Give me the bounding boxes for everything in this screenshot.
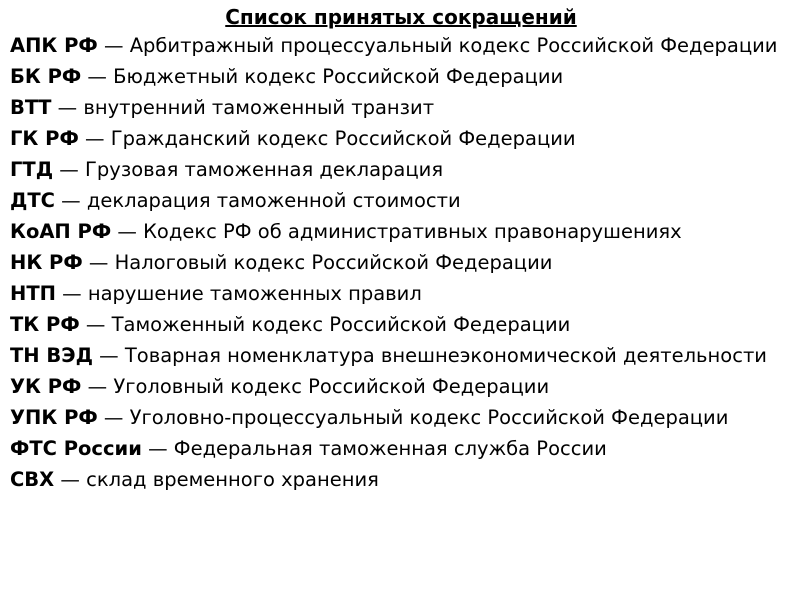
definition: Федеральная таможенная служба России <box>173 437 607 460</box>
list-item <box>10 437 792 461</box>
abbreviation: ФТС России <box>10 437 142 460</box>
dash: — <box>53 158 86 181</box>
dash: — <box>54 189 87 212</box>
list-item <box>10 375 792 399</box>
list-item <box>10 127 792 151</box>
definition: Кодекс РФ об административных правонарушениях <box>143 220 682 243</box>
definition: Налоговый кодекс Российской Федерации <box>114 251 553 274</box>
abbreviation: БК РФ <box>10 65 82 88</box>
definition: Бюджетный кодекс Российской Федерации <box>113 65 564 88</box>
definition: Таможенный кодекс Российской Федерации <box>111 313 571 336</box>
abbreviation: УК РФ <box>10 375 82 398</box>
dash: — <box>97 406 130 429</box>
list-item <box>10 158 792 182</box>
dash: — <box>82 251 115 274</box>
abbreviation: АПК РФ <box>10 34 98 57</box>
list-item <box>10 406 792 430</box>
dash: — <box>97 34 130 57</box>
list-item <box>10 220 792 244</box>
dash: — <box>55 282 88 305</box>
definition: Гражданский кодекс Российской Федерации <box>110 127 576 150</box>
list-item <box>10 189 792 213</box>
abbreviation: ГТД <box>10 158 54 181</box>
abbreviation: ТН ВЭД <box>10 344 93 367</box>
list-item <box>10 313 792 337</box>
dash: — <box>78 127 111 150</box>
dash: — <box>54 468 87 491</box>
dash: — <box>81 65 114 88</box>
list-item <box>10 468 792 492</box>
abbreviation: НТП <box>10 282 56 305</box>
list-item <box>10 96 792 120</box>
dash: — <box>79 313 112 336</box>
list-item <box>10 251 792 275</box>
abbreviation: СВХ <box>10 468 55 491</box>
definition: внутренний таможенный транзит <box>83 96 435 119</box>
page-title: Список принятых сокращений <box>225 5 577 29</box>
definition: склад временного хранения <box>86 468 379 491</box>
definition: Товарная номенклатура внешнеэкономической деятельности <box>124 344 767 367</box>
dash: — <box>51 96 84 119</box>
abbreviation: ГК РФ <box>10 127 79 150</box>
list-item <box>10 34 792 58</box>
dash: — <box>92 344 125 367</box>
definition: Уголовный кодекс Российской Федерации <box>113 375 550 398</box>
list-item <box>10 282 792 306</box>
abbreviation-list <box>10 34 792 492</box>
abbreviation: УПК РФ <box>10 406 98 429</box>
definition: Уголовно-процессуальный кодекс Российской Федерации <box>129 406 729 429</box>
dash: — <box>141 437 174 460</box>
dash: — <box>81 375 114 398</box>
definition: Грузовая таможенная декларация <box>85 158 444 181</box>
definition: декларация таможенной стоимости <box>86 189 461 212</box>
abbreviation: ТК РФ <box>10 313 80 336</box>
abbreviation: ДТС <box>10 189 55 212</box>
list-item <box>10 65 792 89</box>
list-item <box>10 344 792 368</box>
definition: Арбитражный процессуальный кодекс Российской Федерации <box>129 34 778 57</box>
definition: нарушение таможенных правил <box>87 282 422 305</box>
dash: — <box>111 220 144 243</box>
abbreviation: КоАП РФ <box>10 220 112 243</box>
abbreviation: НК РФ <box>10 251 83 274</box>
abbreviation: ВТТ <box>10 96 52 119</box>
